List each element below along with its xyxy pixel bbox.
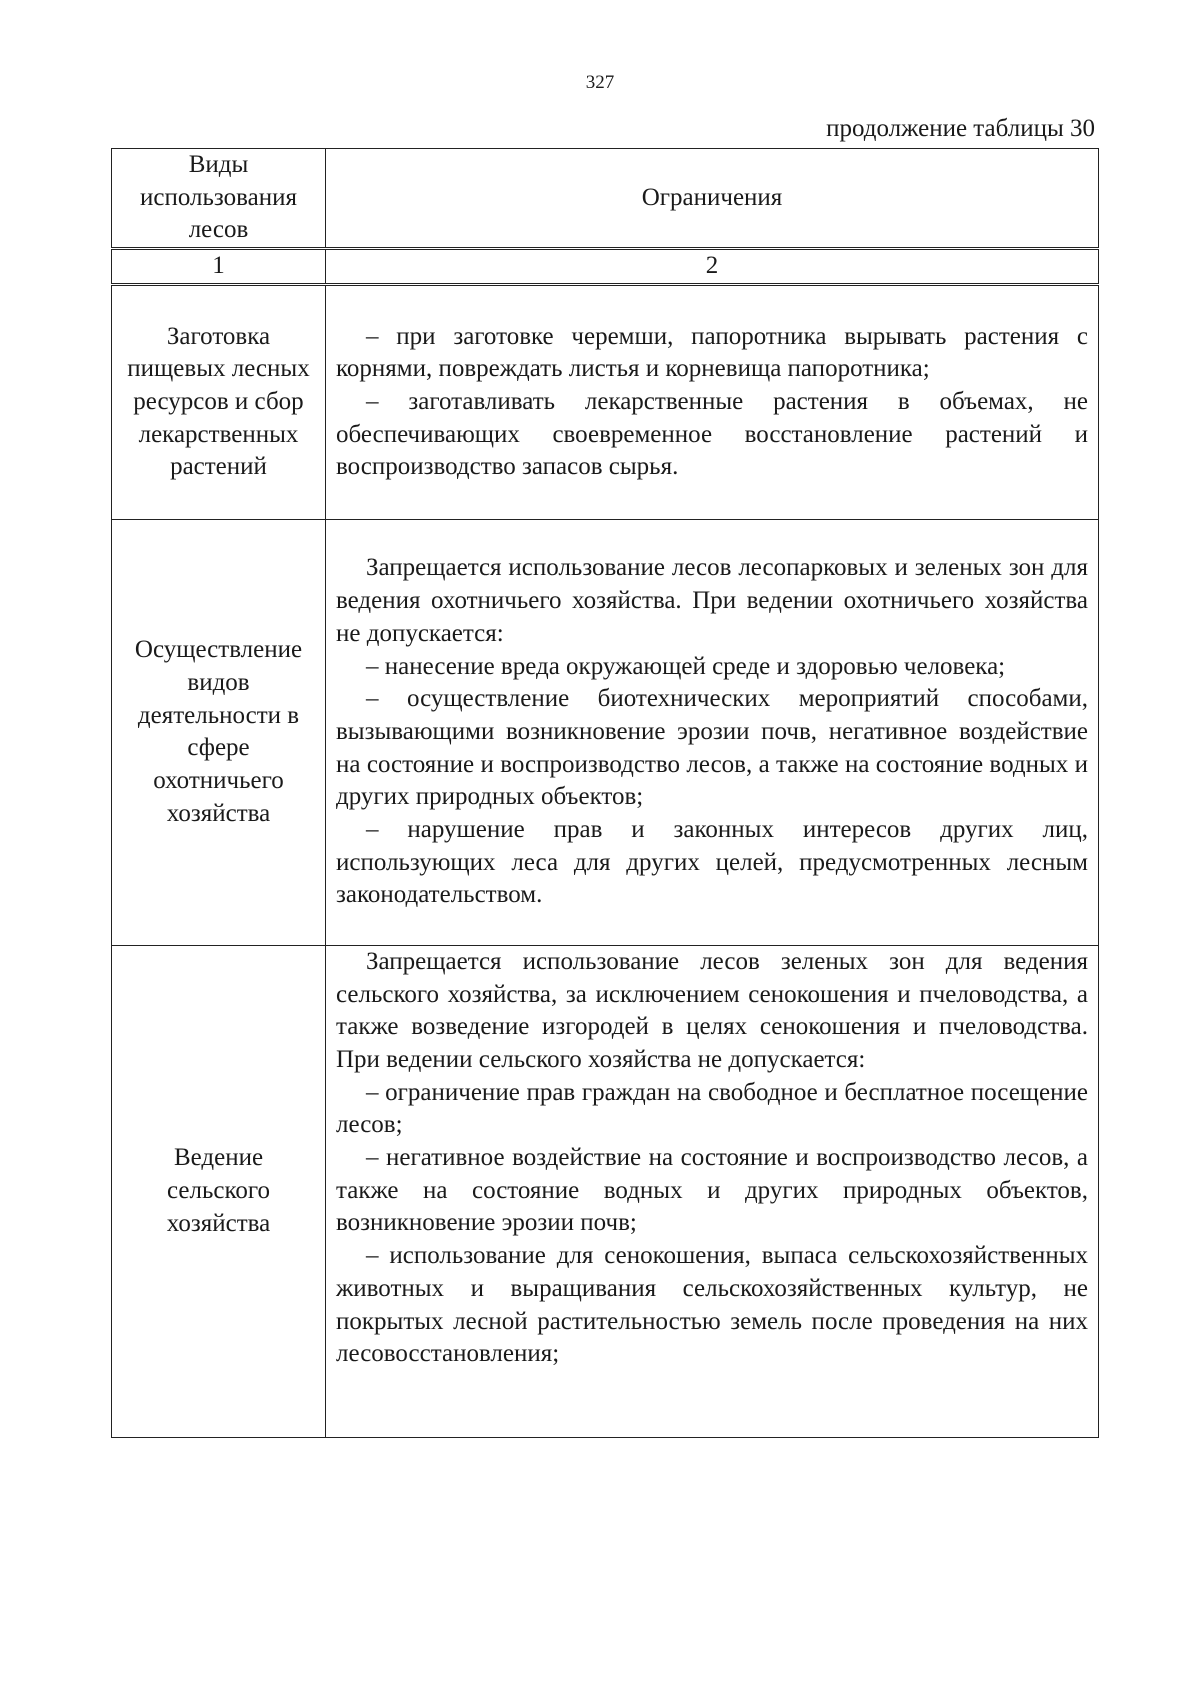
restriction-paragraph: – нарушение прав и законных интересов других лиц, использующих леса для других целей, предусмотренных лесным законодательством.: [336, 816, 1088, 909]
restriction-paragraph: Запрещается использование лесов лесопарковых и зеленых зон для ведения охотничьего хозяйства. При ведении охотничьего хозяйства не допускается:: [336, 554, 1088, 647]
restriction-paragraph: – негативное воздействие на состояние и воспроизводство лесов, а также на состояние водных и других природных объектов, возникновение эрозии почв;: [336, 1144, 1088, 1237]
table-header-row: [112, 149, 1099, 249]
restrictions-cell: [326, 945, 1099, 1437]
forest-use-kind-cell: Заготовка пищевых лесных ресурсов и сбор лекарственных растений: [112, 284, 326, 519]
restriction-paragraph: – ограничение прав граждан на свободное и бесплатное посещение лесов;: [336, 1078, 1088, 1139]
column-number-2: 2: [326, 249, 1099, 285]
table-continuation-label: продолжение таблицы 30: [826, 115, 1095, 142]
table-row: [112, 945, 1099, 1437]
forest-use-kind-cell: Осуществление видов деятельности в сфере охотничьего хозяйства: [112, 519, 326, 945]
restrictions-table: [111, 148, 1099, 1438]
restriction-paragraph: Запрещается использование лесов зеленых зон для ведения сельского хозяйства, за исключением сенокошения и пчеловодства, а также возведение изгородей в целях сенокошения и пчеловодства. При ведении сельского хозяйства не допускается:: [336, 947, 1088, 1073]
restriction-paragraph: – при заготовке черемши, папоротника вырывать растения с корнями, повреждать листья и корневища папоротника;: [336, 322, 1088, 383]
column-number-1: 1: [112, 249, 326, 285]
column-header-forest-use-kinds: Виды использования лесов: [112, 149, 326, 249]
restriction-paragraph: – осуществление биотехнических мероприятий способами, вызывающими возникновение эрозии почв, негативное воздействие на состояние и воспроизводство лесов, а также на состояние водных и других природных объектов;: [336, 685, 1088, 811]
restriction-paragraph: – использование для сенокошения, выпаса сельскохозяйственных животных и выращивания сельскохозяйственных культур, не покрытых лесной растительностью земель после проведения на них лесовосстановления;: [336, 1242, 1088, 1368]
column-header-restrictions: Ограничения: [326, 149, 1099, 249]
restriction-paragraph: – заготавливать лекарственные растения в объемах, не обеспечивающих своевременное восстановление растений и воспроизводство запасов сырья.: [336, 387, 1088, 481]
restriction-paragraph: – нанесение вреда окружающей среде и здоровью человека;: [366, 652, 1006, 680]
table-row: [112, 284, 1099, 519]
table-row: [112, 519, 1099, 945]
column-number-row: [112, 249, 1099, 285]
forest-use-kind-cell: Ведение сельского хозяйства: [112, 945, 326, 1437]
restrictions-cell: [326, 519, 1099, 945]
restrictions-cell: [326, 284, 1099, 519]
page-number: 327: [585, 72, 615, 93]
